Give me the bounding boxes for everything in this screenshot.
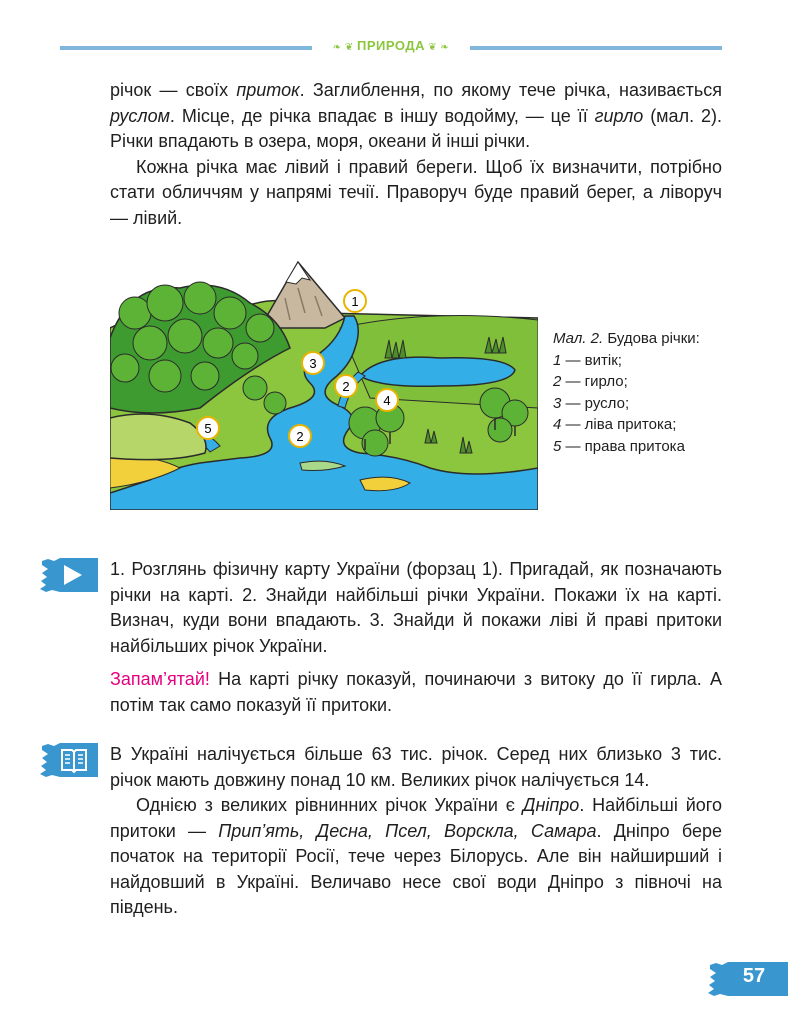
paragraph-rivers-count: В Україні налічується більше 63 тис. річок. Серед них близько 3 тис. річок мають довжину понад 10 км. Великих річок налічується 14. — [110, 744, 722, 790]
task-play-icon — [40, 557, 98, 593]
emphasized-term: приток — [236, 80, 300, 100]
river-landscape-image — [110, 258, 538, 510]
marker-left-tributary: 4 — [383, 393, 391, 408]
task-text: 1. Розглянь фізичну карту України (форзац 1). Пригадай, як позначають річки на карті. 2. Знайди найбільші річки України. Покажи їх на карті. Визнач, куди вони впадають. 3. Знайди й покажи ліві й праві притоки найбільших річок України. — [110, 559, 722, 656]
caption-item: 3 — русло; — [553, 394, 630, 412]
marker-source: 1 — [351, 294, 359, 309]
leaf-ornament-icon: ❦ ❧ — [424, 42, 450, 53]
book-icon — [40, 742, 98, 778]
text-run: Кожна річка має лівий і правий береги. Щоб їх визначити, потрібно стати обличчям у напрямі течії. Праворуч буде правий берег, а ліворуч — лівий. — [110, 156, 722, 228]
marker-mouth-2: 2 — [296, 429, 304, 444]
emphasized-term: гирло — [594, 105, 644, 126]
remember-label: Запам’ятай! — [110, 669, 210, 689]
header-line-right — [470, 46, 722, 50]
text-run: . Заглиблення, по якому тече річка, називається — [299, 80, 722, 100]
caption-title: Мал. 2. Будова річки: — [553, 330, 700, 347]
section-title: ПРИРОДА — [357, 38, 425, 53]
text-run: . Найбільші його притоки — — [110, 795, 722, 841]
text-run: Однією з великих рівнинних річок України є — [136, 795, 523, 815]
emphasized-term: Дніпро — [522, 795, 580, 815]
caption-item: 5 — права притока — [553, 437, 685, 455]
reading-block — [110, 742, 722, 921]
header-line-left — [60, 46, 312, 50]
section-header — [312, 38, 470, 53]
caption-item: 4 — ліва притока; — [553, 416, 677, 433]
emphasized-term: Прип’ять, Десна, Псел, Ворскла, Самара — [218, 820, 597, 841]
task-block — [110, 557, 722, 718]
river-structure-illustration — [110, 258, 538, 510]
remember-note — [110, 667, 722, 718]
paragraph-banks — [110, 155, 722, 232]
text-run: . Місце, де річка впадає в іншу водойму, — це її — [169, 105, 595, 126]
paragraph-dnipro — [110, 793, 722, 921]
emphasized-term: руслом — [110, 105, 170, 126]
caption-item: 1 — витік; — [553, 351, 622, 369]
caption-item: 2 — гирло; — [553, 373, 628, 390]
text-run: річок — своїх — [110, 80, 237, 100]
intro-text — [110, 78, 722, 231]
paragraph-tributaries — [110, 78, 722, 155]
figure-caption — [553, 328, 728, 457]
remember-text: На карті річку показуй, починаючи з витоку до її гирла. А потім так само показуй її притоки. — [110, 669, 722, 715]
leaf-ornament-icon: ❧ ❦ — [332, 42, 358, 53]
text-run: . Дніпро бере початок на території Росії, тече через Білорусь. Але він найширший і найдовший в Україні. Величаво несе свої води Дніпро з півночі на південь. — [110, 820, 722, 917]
text-run: (мал. 2). Річки впадають в озера, моря, океани й інші річки. — [110, 105, 722, 151]
marker-mouth: 2 — [342, 379, 350, 394]
page-number: 57 — [742, 965, 766, 987]
marker-channel: 3 — [309, 356, 317, 371]
marker-right-tributary: 5 — [204, 421, 212, 436]
